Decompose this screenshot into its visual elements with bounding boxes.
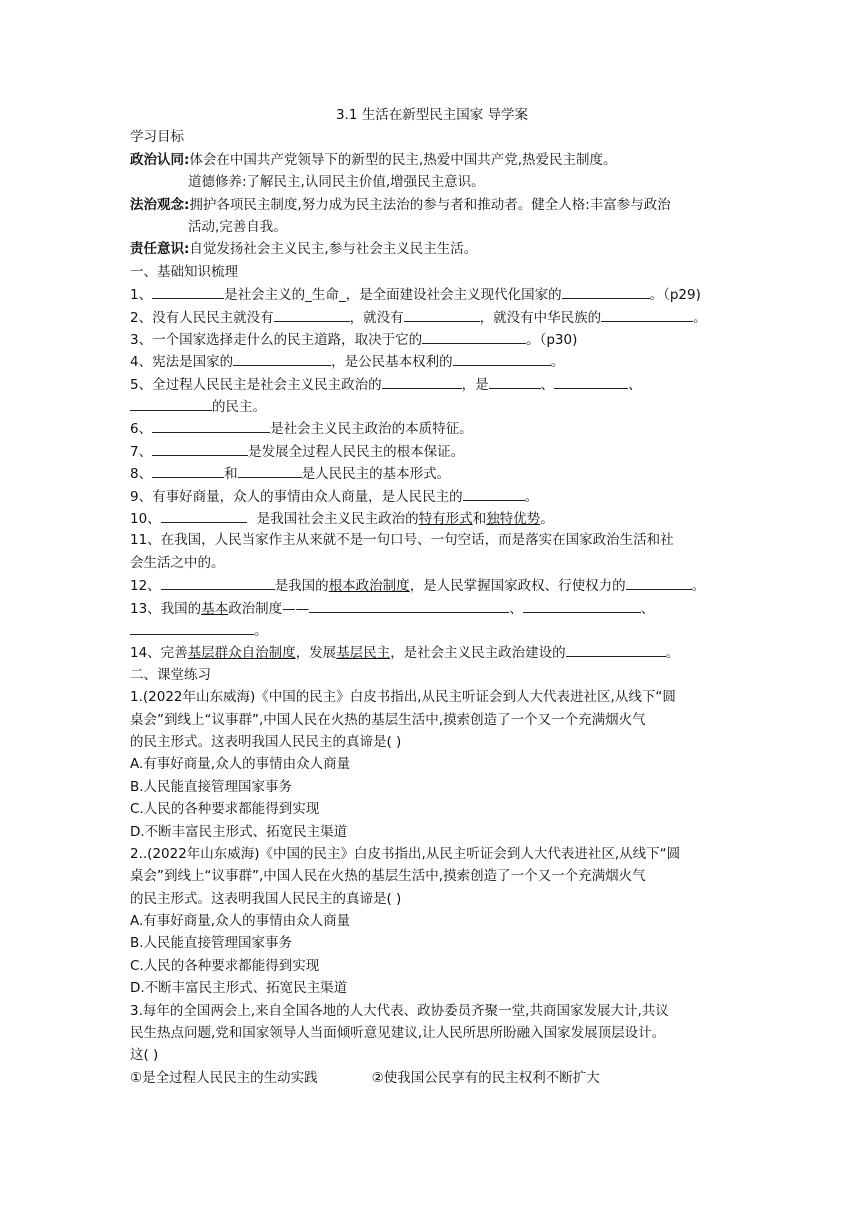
question-6 — [130, 417, 730, 439]
practice-3-option-1[interactable]: ①是全过程人民民主的生动实践 — [130, 1069, 318, 1086]
question-11: 11、在我国，人民当家作主从来就不是一句口号、一句空话，而是落实在国家政治生活和社 — [130, 532, 674, 549]
q-text: 是发展全过程人民民主的根本保证。 — [248, 443, 465, 460]
answer-blank[interactable] — [152, 283, 224, 299]
q-text: ，就没有 — [349, 309, 404, 326]
question-4 — [130, 350, 730, 372]
q-text: 、 — [628, 376, 642, 393]
objectives-heading: 学习目标 — [130, 129, 184, 146]
answer-blank[interactable] — [130, 395, 212, 411]
question-2 — [130, 306, 730, 328]
q-text: 是人民民主的基本形式。 — [301, 466, 451, 483]
q-text: 是我国社会主义民主政治的 — [256, 511, 419, 528]
q-text: 5、全过程人民民主是社会主义民主政治的 — [130, 376, 382, 393]
answer-blank[interactable] — [238, 462, 302, 478]
practice-3-option-2[interactable]: ②使我国公民享有的民主权利不断扩大 — [371, 1069, 600, 1086]
q-text: 14、完善 — [130, 645, 188, 662]
q-text: 、 — [640, 600, 655, 617]
answer-blank[interactable] — [404, 306, 480, 322]
q-text: 是我国的 — [274, 578, 329, 595]
practice-3-stem: 3.每年的全国两会上,来自全国各地的人大代表、政协委员齐聚一堂,共商国家发展大计,共议 — [130, 1002, 669, 1019]
question-5 — [130, 373, 730, 395]
practice-2-option-c[interactable]: C.人民的各种要求都能得到实现 — [130, 957, 320, 974]
answer-blank[interactable] — [523, 597, 641, 613]
q-text: 。 — [665, 645, 680, 662]
q-text: ，是社会主义民主政治建设的 — [390, 645, 566, 662]
q-text: ，就没有中华民族的 — [479, 309, 602, 326]
question-13-cont — [130, 619, 730, 641]
answer-blank[interactable] — [152, 417, 270, 433]
q-text: 。 — [540, 511, 554, 528]
q-text: ，是公民基本权利的 — [331, 354, 453, 371]
q-text: 13、我国的 — [130, 600, 202, 617]
practice-3-options — [130, 1067, 730, 1089]
objective-text: 体会在中国共产党领导下的新型的民主,热爱中国共产党,热爱民主制度。 — [189, 151, 617, 168]
answer-blank[interactable] — [422, 328, 526, 344]
q-text: 和 — [224, 466, 238, 483]
question-3 — [130, 328, 730, 350]
q-text: 的民主。 — [212, 399, 266, 416]
q-text: 7、 — [130, 443, 153, 460]
objective-label: 法治观念: — [130, 196, 190, 213]
objective-law — [130, 194, 730, 216]
question-5-cont — [130, 395, 730, 417]
answer-blank[interactable] — [562, 283, 650, 299]
section-heading-practice: 二、课堂练习 — [130, 666, 211, 683]
question-13 — [130, 597, 730, 619]
answer-blank[interactable] — [152, 462, 224, 478]
underlined-term: 根本政治制度 — [328, 578, 410, 595]
practice-1-stem: 桌会”到线上“议事群”,中国人民在火热的基层生活中,摸索创造了一个又一个充满烟火气 — [130, 711, 646, 728]
underlined-term: 独特优势 — [486, 511, 541, 528]
answer-blank[interactable] — [453, 350, 551, 366]
practice-1-option-b[interactable]: B.人民能直接管理国家事务 — [130, 778, 293, 795]
q-text: 12、 — [130, 578, 161, 595]
practice-3-stem: 民生热点问题,党和国家领导人当面倾听意见建议,让人民所思所盼融入国家发展顶层设计。 — [130, 1025, 666, 1042]
answer-blank[interactable] — [161, 507, 247, 523]
document-body — [130, 104, 730, 1089]
objective-text: 自觉发扬社会主义民主,参与社会主义民主生活。 — [189, 241, 478, 258]
q-text: 是社会主义的_生命_，是全面建设社会主义现代化国家的 — [224, 287, 562, 304]
q-text: 6、 — [130, 421, 153, 438]
underlined-term: 基层群众自治制度 — [187, 645, 296, 662]
question-11-cont: 会生活之中的。 — [130, 554, 225, 571]
answer-blank[interactable] — [489, 373, 541, 389]
q-text: ，是人民掌握国家政权、行使权力的 — [409, 578, 626, 595]
q-text: 10、 — [130, 511, 161, 528]
q-text: 3、一个国家选择走什么的民主道路，取决于它的 — [130, 331, 423, 348]
practice-2-stem: 桌会”到线上“议事群”,中国人民在火热的基层生活中,摸索创造了一个又一个充满烟火气 — [130, 868, 646, 885]
q-text: 。 — [693, 309, 707, 326]
underlined-term: 基本 — [201, 600, 229, 617]
q-text: 2、没有人民民主就没有 — [130, 309, 274, 326]
q-text: 、 — [509, 600, 523, 617]
underlined-term: 基层民主 — [336, 645, 391, 662]
answer-blank[interactable] — [554, 373, 628, 389]
objective-label: 政治认同: — [130, 151, 190, 168]
objective-text: 拥护各项民主制度,努力成为民主法治的参与者和推动者。健全人格:丰富参与政治 — [189, 196, 671, 213]
practice-1-option-d[interactable]: D.不断丰富民主形式、拓宽民主渠道 — [130, 823, 348, 840]
practice-1-option-c[interactable]: C.人民的各种要求都能得到实现 — [130, 801, 320, 818]
practice-2-stem: 2..(2022年山东威海)《中国的民主》白皮书指出,从民主听证会到人大代表进社区,从线下“圆 — [130, 845, 681, 862]
question-7 — [130, 440, 730, 462]
q-text: 。 — [524, 488, 539, 505]
answer-blank[interactable] — [382, 373, 462, 389]
q-text: 和 — [472, 511, 487, 528]
q-text: 。（p29) — [649, 287, 701, 304]
answer-blank[interactable] — [626, 574, 692, 590]
practice-2-option-b[interactable]: B.人民能直接管理国家事务 — [130, 935, 293, 952]
q-text: 8、 — [130, 466, 153, 483]
answer-blank[interactable] — [152, 440, 248, 456]
q-text: 9、有事好商量，众人的事情由众人商量，是人民民主的 — [130, 488, 463, 505]
answer-blank[interactable] — [161, 574, 275, 590]
q-text: 。 — [691, 578, 706, 595]
question-14 — [130, 641, 730, 663]
q-text: 。 — [254, 622, 268, 639]
practice-3-stem: 这( ) — [130, 1047, 159, 1064]
q-text: 。 — [550, 354, 565, 371]
objective-moral: 道德修养:了解民主,认同民主价值,增强民主意识。 — [188, 174, 485, 191]
question-8 — [130, 462, 730, 484]
answer-blank[interactable] — [274, 306, 350, 322]
practice-1-option-a[interactable]: A.有事好商量,众人的事情由众人商量 — [130, 756, 351, 773]
question-10 — [130, 507, 730, 529]
answer-blank[interactable] — [566, 641, 666, 657]
answer-blank[interactable] — [130, 619, 254, 635]
objective-label: 责任意识: — [130, 241, 190, 258]
question-9 — [130, 485, 730, 507]
question-1 — [130, 283, 730, 305]
practice-2-option-d[interactable]: D.不断丰富民主形式、拓宽民主渠道 — [130, 980, 348, 997]
page-title: 3.1 生活在新型民主国家 导学案 — [335, 107, 529, 123]
question-12 — [130, 574, 730, 596]
objective-law-cont: 活动,完善自我。 — [188, 218, 287, 235]
practice-2-option-a[interactable]: A.有事好商量,众人的事情由众人商量 — [130, 913, 351, 930]
answer-blank[interactable] — [463, 485, 525, 501]
q-text: 4、宪法是国家的 — [130, 354, 234, 371]
q-text: 1、 — [130, 287, 153, 304]
practice-2-stem: 的民主形式。这表明我国人民民主的真谛是( ) — [130, 890, 402, 907]
practice-1-stem: 的民主形式。这表明我国人民民主的真谛是( ) — [130, 733, 402, 750]
practice-1-stem: 1.(2022年山东威海)《中国的民主》白皮书指出,从民主听证会到人大代表进社区,从线下“圆 — [130, 689, 676, 706]
answer-blank[interactable] — [601, 306, 693, 322]
objective-responsibility — [130, 238, 730, 260]
q-text: 。（p30) — [526, 331, 578, 348]
answer-blank[interactable] — [309, 597, 509, 613]
section-heading-basics: 一、基础知识梳理 — [130, 263, 238, 280]
q-text: ，发展 — [295, 645, 337, 662]
underlined-term: 特有形式 — [418, 511, 473, 528]
q-text: 政治制度—— — [228, 600, 310, 617]
q-text: 、 — [540, 376, 555, 393]
q-text: ，是 — [461, 376, 489, 393]
answer-blank[interactable] — [233, 350, 331, 366]
q-text: 是社会主义民主政治的本质特征。 — [270, 421, 473, 438]
objective-political — [130, 149, 730, 171]
